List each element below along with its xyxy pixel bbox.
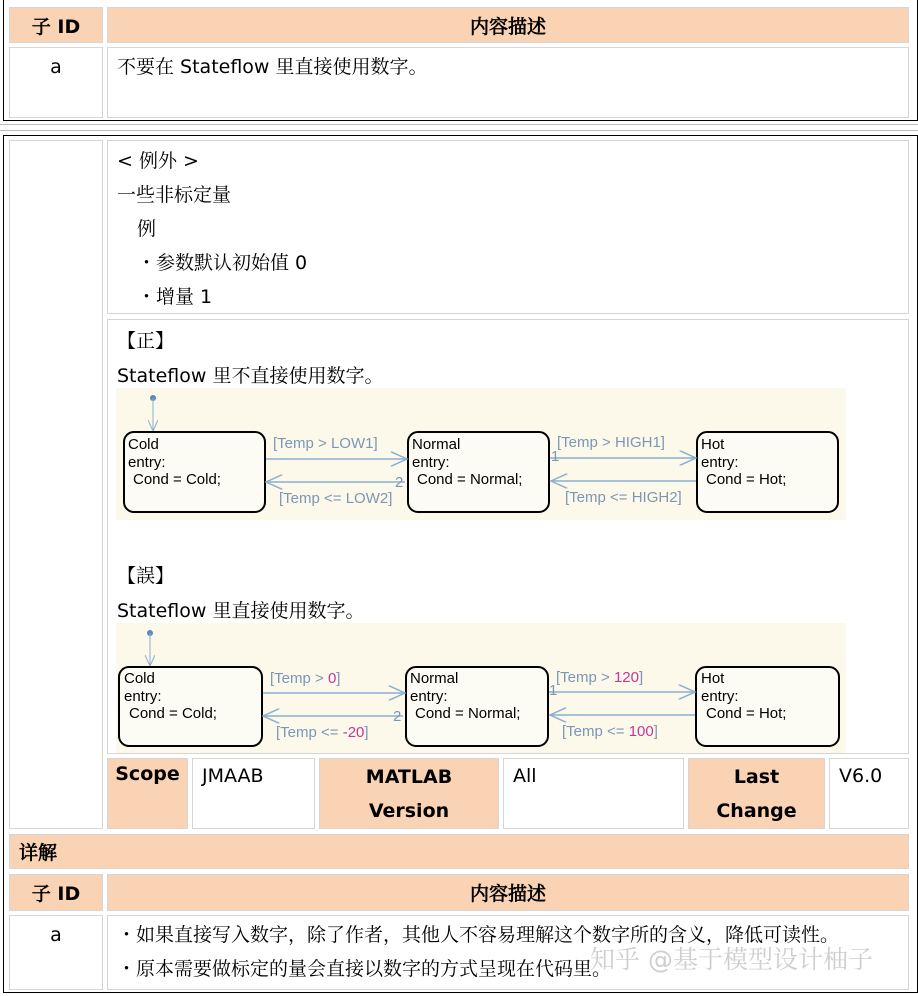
label-line: MATLAB [365, 765, 453, 788]
exception-bullet: ・参数默认初始值 0 [137, 252, 308, 274]
details-row-id-cell [9, 915, 103, 990]
transition-guard: [Temp <= 100] [562, 723, 658, 740]
row-id: a [50, 56, 62, 78]
wrong-stateflow-diagram [116, 623, 846, 753]
last-change-label [688, 758, 825, 829]
wrong-title: 【誤】 [117, 565, 175, 587]
state-entry: entry: [124, 688, 162, 705]
correct-title: 【正】 [117, 330, 175, 352]
state-entry: entry: [128, 454, 166, 471]
row-id-cell [9, 47, 103, 118]
state-entry: entry: [410, 688, 448, 705]
left-empty-cell [9, 140, 103, 829]
correct-stateflow-diagram [116, 388, 846, 520]
state-action: Cond = Normal; [417, 471, 523, 488]
wrong-text: Stateflow 里直接使用数字。 [117, 600, 365, 622]
transition-priority: 2 [395, 474, 404, 491]
transition-guard: [Temp > 120] [556, 669, 644, 686]
state-action: Cond = Normal; [415, 705, 521, 722]
state-action: Cond = Cold; [133, 471, 221, 488]
state-name: Cold [128, 436, 159, 453]
header-content-desc: 内容描述 [107, 7, 909, 43]
state-name: Hot [701, 670, 725, 687]
transition-guard: [Temp > LOW1] [273, 435, 378, 452]
state-hot[interactable] [697, 432, 838, 512]
label-line: Last [733, 765, 780, 788]
state-name: Cold [124, 670, 155, 687]
label-line: Version [368, 799, 450, 822]
exception-example: 例 [137, 218, 157, 240]
divider [0, 130, 918, 131]
transition-priority: 2 [393, 708, 402, 725]
state-cold[interactable] [124, 432, 265, 512]
row-id: a [50, 924, 62, 946]
header-sub-id: 子 ID [9, 7, 103, 43]
state-cold[interactable] [119, 667, 262, 746]
transition-guard: [Temp > HIGH1] [557, 434, 665, 451]
exception-line: 一些非标定量 [117, 184, 232, 206]
exception-title: < 例外 > [117, 150, 199, 172]
state-entry: entry: [701, 454, 739, 471]
state-name: Normal [410, 670, 459, 687]
transition-guard: [Temp > 0] [270, 670, 341, 687]
state-name: Normal [412, 436, 461, 453]
scope-label: Scope [107, 758, 188, 829]
state-hot[interactable] [696, 667, 839, 746]
matlab-version-label [319, 758, 499, 829]
state-normal[interactable] [408, 432, 549, 512]
state-action: Cond = Hot; [706, 705, 787, 722]
details-bullet: ・原本需要做标定的量会直接以数字的方式呈现在代码里。 [117, 958, 612, 980]
state-entry: entry: [701, 688, 739, 705]
matlab-version-value: All [503, 758, 684, 829]
divider [0, 124, 918, 125]
state-entry: entry: [412, 454, 450, 471]
transition-priority: 1 [549, 682, 558, 699]
state-action: Cond = Cold; [129, 705, 217, 722]
state-action: Cond = Hot; [706, 471, 787, 488]
scope-value: JMAAB [192, 758, 315, 829]
transition-guard: [Temp <= HIGH2] [565, 489, 682, 506]
correct-text: Stateflow 里不直接使用数字。 [117, 365, 384, 387]
transition-priority: 1 [551, 448, 560, 465]
details-header-sub-id: 子 ID [9, 874, 103, 911]
state-name: Hot [701, 436, 725, 453]
label-line: Change [716, 799, 797, 822]
details-title: 详解 [9, 834, 909, 869]
watermark: 知乎 @基于模型设计柚子 [590, 945, 873, 974]
details-header-content-desc: 内容描述 [107, 874, 909, 911]
details-bullet: ・如果直接写入数字，除了作者，其他人不容易理解这个数字所的含义，降低可读性。 [117, 924, 840, 946]
transition-guard: [Temp <= -20] [276, 724, 369, 741]
state-normal[interactable] [406, 667, 548, 746]
transition-guard: [Temp <= LOW2] [279, 490, 393, 507]
exception-bullet: ・增量 1 [137, 286, 213, 308]
last-change-value: V6.0 [829, 758, 909, 829]
row-desc: 不要在 Stateflow 里直接使用数字。 [107, 47, 909, 118]
exception-cell [107, 140, 909, 314]
